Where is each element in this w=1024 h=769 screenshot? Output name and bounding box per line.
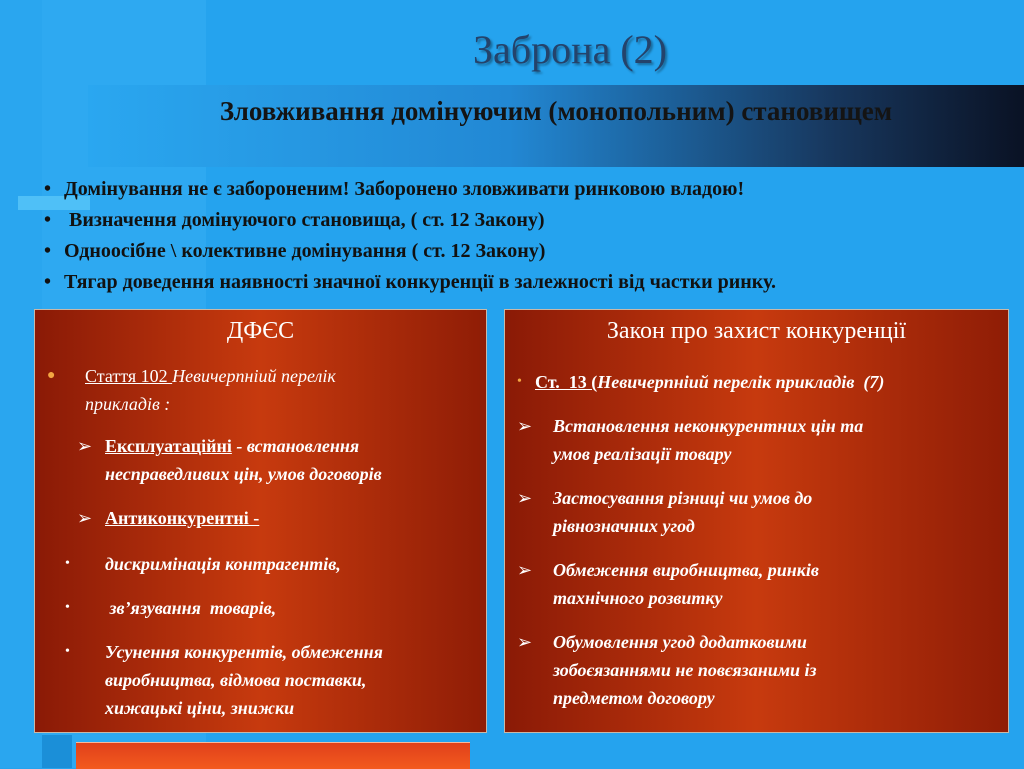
bullet-icon: • (44, 178, 52, 200)
bullet-icon: • (44, 209, 52, 231)
bullet-item: • Визначення домінуючого становища, ( ст. 12 Закону) (40, 205, 1000, 236)
bullet-icon: • (65, 556, 70, 571)
bullet-item: • Домінування не є забороненим! Заборонено зловживати ринковою владою! (40, 174, 1000, 205)
bullet-icon: • (65, 600, 70, 615)
competition-law-panel: Закон про захист конкуренції • Ст. 13 (Невичерпніий перелік прикладів (7) ➢ Встановлення неконкурентних цін та умов реалізації товару ➢ Застосування різниці чи умов до рівнозначних угод ➢ Обмеження виробництва, ринків тахнічного розвитку ➢ Обумовлення угод додатковими зобоєязаннями не повєязаними із предметом договору (504, 309, 1009, 733)
bullet-item: • Тягар доведення наявності значної конкуренції в залежності від частки ринку. (40, 267, 1000, 298)
exploitative-label: Експлуатаційні (105, 436, 232, 456)
article-desc-line2: прикладів : (85, 394, 171, 414)
tfeu-panel: ДФЄС ● Стаття 102 Невичерпніий перелік прикладів : ➢ Експлуатаційні - встановлення несправедливих цін, умов договорів ➢ Антиконкурентні - • дискримінація контрагентів, • зв’язування товарів, • Усунення конкурентів, обмеження виробництва, відмова поставки, хижацькі ціни, знижки (34, 309, 487, 733)
slide-title: Заброна (2) (473, 27, 667, 72)
exploitative-desc: - встановлення (231, 436, 360, 456)
slide-subtitle: Зловживання домінуючим (монопольним) становищем (219, 96, 893, 126)
arrow-icon: ➢ (77, 508, 93, 528)
exploitative-desc-line2: несправедливих цін, умов договорів (105, 464, 382, 484)
arrow-icon: ➢ (517, 560, 533, 580)
arrow-icon: ➢ (517, 416, 533, 436)
main-bullet-list (40, 174, 1000, 298)
background-accent (42, 735, 72, 768)
bullet-icon: • (65, 644, 70, 659)
anticompetitive-label: Антиконкурентні - (105, 508, 260, 528)
article-label: Стаття 102 (85, 366, 173, 386)
article-desc: Невичерпніий перелік (172, 366, 336, 386)
arrow-icon: ➢ (517, 632, 533, 652)
bullet-icon: • (44, 240, 52, 262)
arrow-icon: ➢ (77, 436, 93, 456)
decorative-bottom-strip (76, 742, 470, 769)
orange-dot-icon: ● (47, 368, 56, 383)
bullet-item: • Одноосібне \ колективне домінування ( ст. 12 Закону) (40, 236, 1000, 267)
tfeu-heading: ДФЄС (226, 318, 295, 344)
competition-law-heading: Закон про захист конкуренції (606, 318, 907, 344)
article-label: Ст. 13 ( (535, 372, 598, 392)
article-desc: Невичерпніий перелік прикладів (7) (597, 372, 885, 392)
bullet-icon: • (44, 271, 52, 293)
arrow-icon: ➢ (517, 488, 533, 508)
orange-bullet-icon: • (517, 374, 522, 389)
